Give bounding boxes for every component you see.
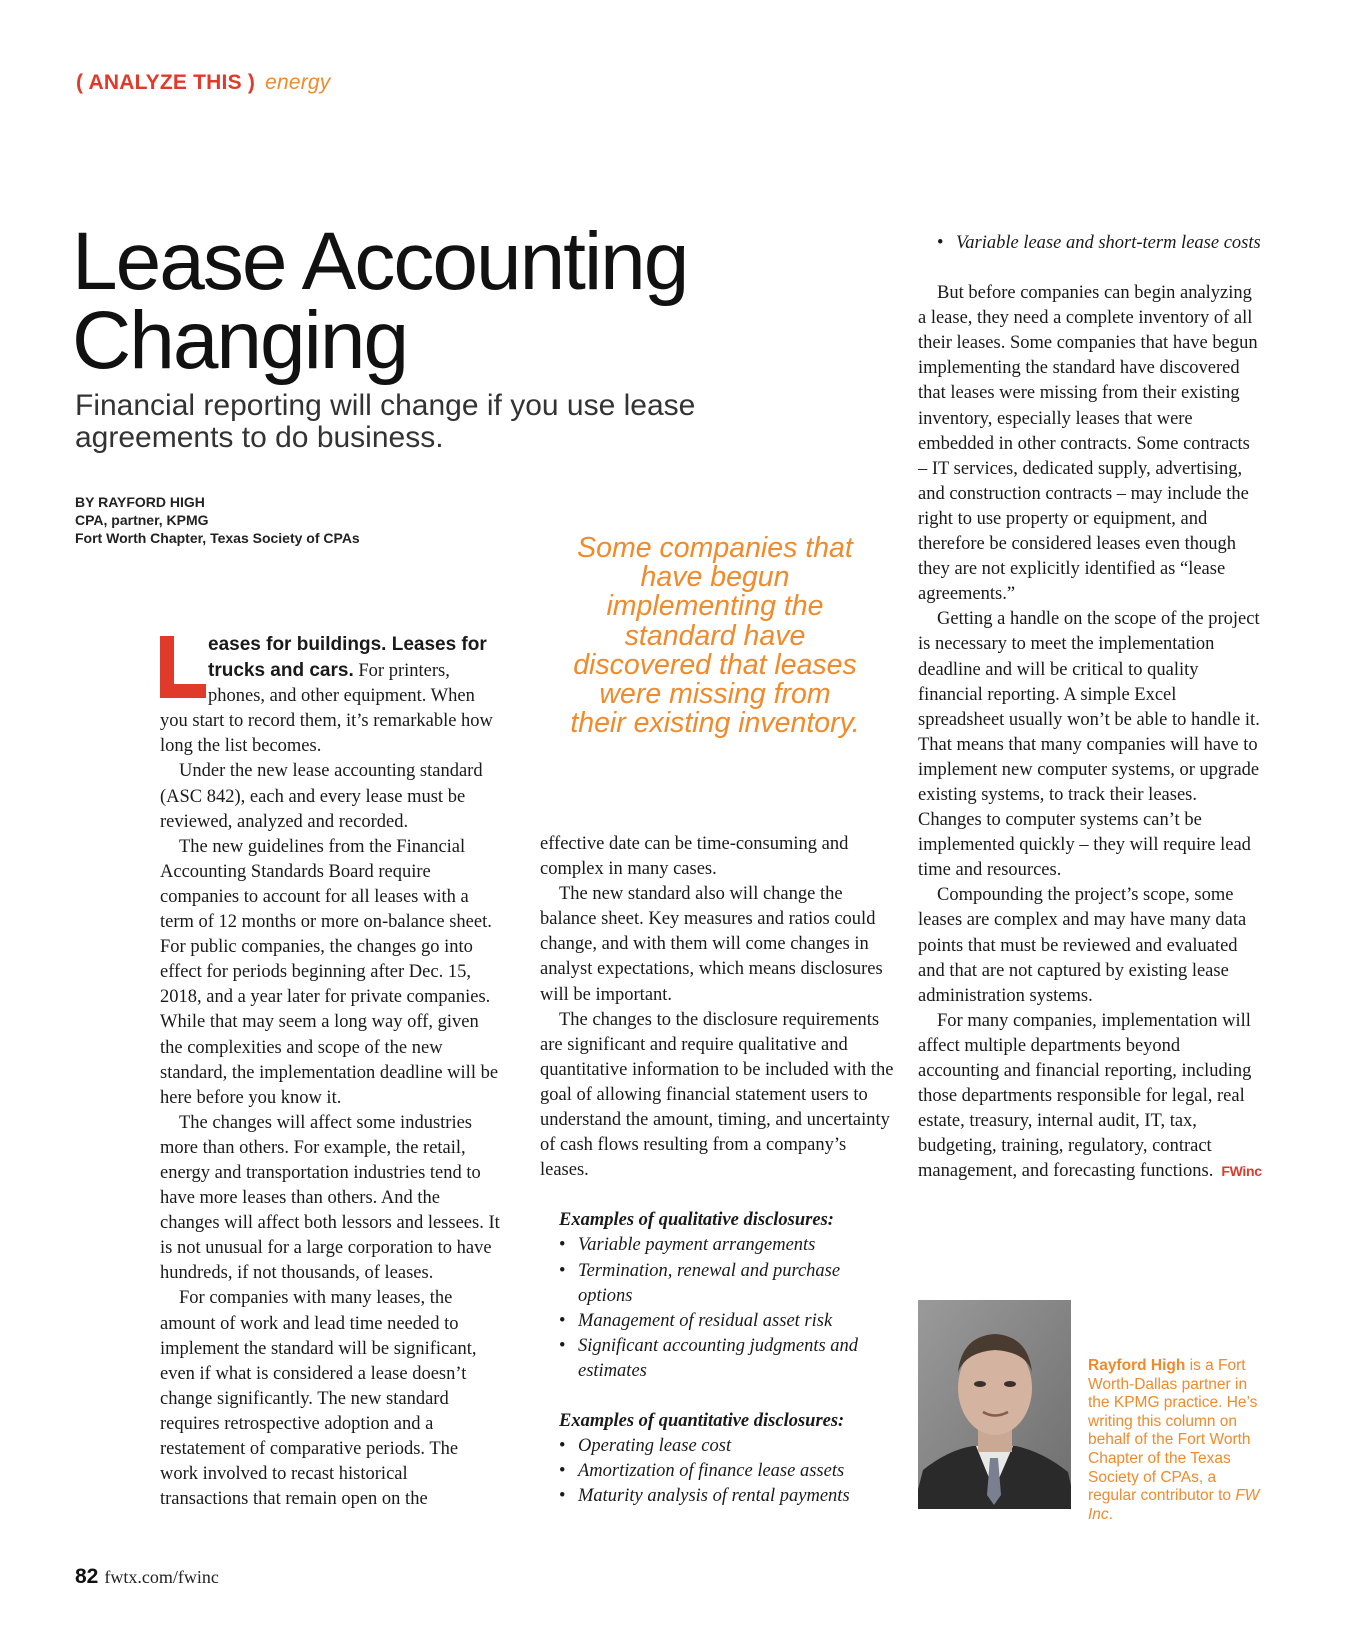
paragraph (918, 1009, 1263, 1185)
section-paren-open: ( (76, 71, 84, 94)
footer-url: fwtx.com/fwinc (104, 1567, 219, 1587)
subsection-label: energy (265, 71, 331, 94)
list-item: • Amortization of finance lease assets (559, 1459, 895, 1484)
list-item: • Significant accounting judgments and estimates (559, 1334, 895, 1384)
magazine-name: FW Inc (1088, 1487, 1260, 1523)
list-item: • Termination, renewal and purchase options (559, 1259, 895, 1309)
paragraph: Compounding the project’s scope, some leases are complex and may have many data points that must be reviewed and evaluated and that are not captured by existing lease administration systems. (918, 885, 1247, 1006)
section-header (76, 71, 331, 95)
byline-title: CPA, partner, KPMG (75, 512, 209, 528)
section-label: ANALYZE THIS (88, 71, 242, 94)
end-mark: FWinc (1221, 1163, 1262, 1180)
author-photo (918, 1300, 1071, 1509)
author-bio (1088, 1357, 1268, 1524)
quantitative-list (540, 1434, 895, 1509)
paragraph: The changes will affect some industries more than others. For example, the retail, energy and transportation industries tend to have more leases than others. And the changes will affect both lessors and lessees. It is not unusual for a large corporation to have hundreds, if not thousands, of leases. (160, 1112, 500, 1284)
byline-org: Fort Worth Chapter, Texas Society of CPAs (75, 530, 360, 546)
section-paren-close: ) (247, 71, 256, 94)
list-item: • Maturity analysis of rental payments (559, 1484, 895, 1509)
list-item: • Variable payment arrangements (559, 1233, 895, 1258)
headline-line-2: Changing (72, 295, 408, 386)
paragraph-text: For many companies, implementation will affect multiple departments beyond accounting and financial reporting, including those departments responsible for legal, real estate, treasury, internal audit, IT, tax, budgeting, training, regulatory, contract management, and forecasting functions. (918, 1010, 1252, 1182)
paragraph: Under the new lease accounting standard (ASC 842), each and every lease must be reviewed, analyzed and recorded. (160, 761, 483, 832)
byline-author: BY RAYFORD HIGH (75, 494, 205, 510)
article-column-3 (918, 231, 1263, 1184)
deck-line-1: Financial reporting will change if you use lease (75, 389, 696, 422)
page-number: 82 (75, 1565, 99, 1588)
author-bio-end: . (1108, 1505, 1113, 1523)
list-item: • Operating lease cost (559, 1434, 895, 1459)
author-name: Rayford High (1088, 1357, 1186, 1374)
author-bio-text: is a Fort Worth-Dallas partner in the KPMG practice. He’s writing this column on behalf of the Fort Worth Chapter of the Texas Society of CPAs, a regular contributor to (1088, 1357, 1258, 1505)
paragraph: The new guidelines from the Financial Accounting Standards Board require companies to account for all leases with a term of 12 months or more on-balance sheet. For public companies, the changes go into effect for periods beginning after Dec. 15, 2018, and a year later for private companies. While that may seem a long way off, given the complexities and scope of the new standard, the implementation deadline will be here before you know it. (160, 836, 499, 1108)
quantitative-title: Examples of quantitative disclosures: (559, 1410, 845, 1431)
article-column-2 (540, 832, 895, 1509)
headline (72, 216, 712, 386)
paragraph: But before companies can begin analyzing a lease, they need a complete inventory of all their leases. Some companies that have begun implementing the standard have discovered that leases were missing from their existing inventory, especially leases that were embedded in other contracts. Some contracts – IT services, dedicated supply, advertising, and construction contracts – may include the right to use property or equipment, and therefore be considered leases even though they are not explicitly identified as “lease agreements.” (918, 283, 1258, 605)
paragraph-text: For printers, phones, and other equipment. When you start to record them, it’s remarkable how long the list becomes. (160, 661, 493, 757)
lead-in: eases for buildings. Leases for trucks and cars. (208, 634, 487, 682)
qualitative-title: Examples of qualitative disclosures: (559, 1210, 834, 1231)
page-footer (75, 1565, 219, 1589)
paragraph: The new standard also will change the balance sheet. Key measures and ratios could change, and with them will come changes in analyst expectations, which means disclosures will be important. (540, 884, 883, 1005)
qualitative-list (540, 1233, 895, 1384)
article-column-1 (160, 632, 500, 1512)
author-portrait-image (918, 1300, 1071, 1509)
byline (75, 493, 360, 547)
deck (75, 390, 725, 454)
paragraph: For companies with many leases, the amount of work and lead time needed to implement the standard will be significant, even if what is considered a lease doesn’t change significantly. The new standard requires retrospective adoption and a restatement of comparative periods. The work involved to recast historical transactions that remain open on the (160, 1288, 477, 1510)
continued-list (918, 231, 1263, 256)
paragraph (160, 632, 500, 759)
paragraph: The changes to the disclosure requirements are significant and require qualitative and quantitative information to be included with the goal of allowing financial statement users to understand the amount, timing, and uncertainty of cash flows resulting from a company’s leases. (540, 1009, 894, 1181)
deck-line-2: agreements to do business. (75, 421, 444, 454)
paragraph: Getting a handle on the scope of the project is necessary to meet the implementation deadline and will be critical to quality financial reporting. A simple Excel spreadsheet usually won’t be able to handle it. That means that many companies will have to implement new computer systems, or upgrade existing systems, to track their leases. Changes to computer systems can’t be implemented quickly – they will require lead time and resources. (918, 609, 1260, 881)
list-item: • Management of residual asset risk (559, 1309, 895, 1334)
list-item: • Variable lease and short-term lease costs (937, 231, 1263, 256)
pull-quote: Some companies that have begun implementing the standard have discovered that leases were missing from their existing inventory. (570, 532, 860, 740)
headline-line-1: Lease Accounting (72, 216, 688, 307)
paragraph: effective date can be time-consuming and complex in many cases. (540, 834, 849, 880)
